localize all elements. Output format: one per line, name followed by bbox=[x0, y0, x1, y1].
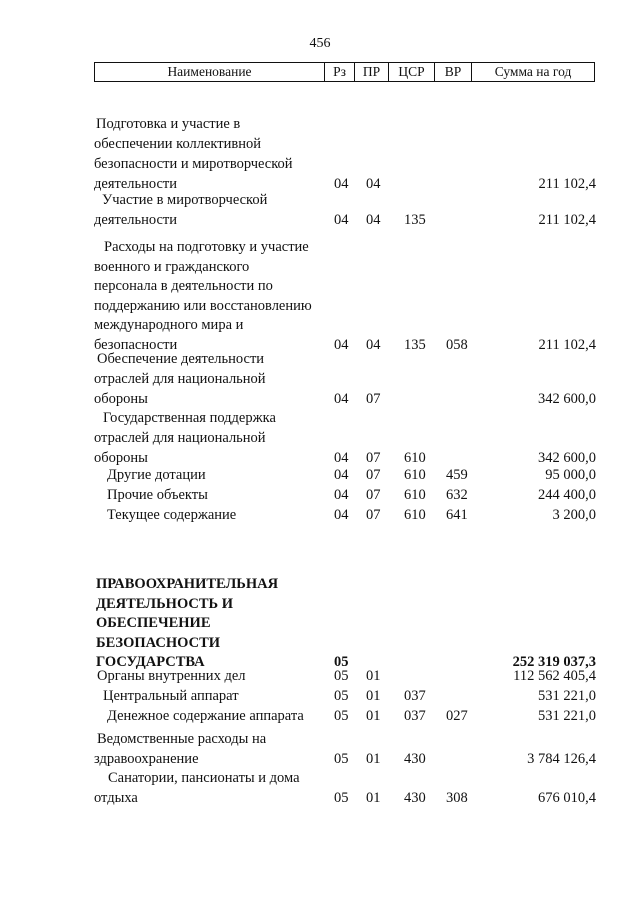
row-rz: 05 bbox=[334, 688, 349, 704]
row-sum: 531 221,0 bbox=[538, 688, 596, 704]
page-number: 456 bbox=[309, 36, 331, 51]
row-name-line: обороны bbox=[94, 450, 148, 466]
row-csr: 610 bbox=[404, 487, 426, 503]
row-name-line: Расходы на подготовку и участие bbox=[104, 239, 309, 255]
row-pr: 01 bbox=[366, 688, 381, 704]
row-vr: 308 bbox=[446, 790, 468, 806]
row-name-line: Текущее содержание bbox=[107, 507, 237, 523]
header-rz: Рз bbox=[324, 63, 354, 81]
row-name-line: БЕЗОПАСНОСТИ bbox=[96, 635, 221, 651]
row-rz: 04 bbox=[334, 212, 349, 228]
row-sum: 3 200,0 bbox=[552, 507, 596, 523]
row-sum: 342 600,0 bbox=[538, 450, 596, 466]
row-rz: 05 bbox=[334, 668, 349, 684]
row-sum: 676 010,4 bbox=[538, 790, 596, 806]
row-sum: 211 102,4 bbox=[538, 212, 596, 228]
row-name-line: поддержанию или восстановлению bbox=[94, 298, 312, 314]
row-sum: 342 600,0 bbox=[538, 391, 596, 407]
row-csr: 037 bbox=[404, 708, 426, 724]
row-name-line: Подготовка и участие в bbox=[96, 116, 241, 132]
row-pr: 01 bbox=[366, 790, 381, 806]
row-name-line: обороны bbox=[94, 391, 148, 407]
row-name-line: Другие дотации bbox=[107, 467, 206, 483]
row-sum: 211 102,4 bbox=[538, 337, 596, 353]
row-name-line: отдыха bbox=[94, 790, 138, 806]
row-rz: 04 bbox=[334, 487, 349, 503]
row-name-line: Центральный аппарат bbox=[103, 688, 239, 704]
row-sum: 252 319 037,3 bbox=[512, 654, 596, 670]
row-rz: 04 bbox=[334, 337, 349, 353]
row-name-line: деятельности bbox=[94, 176, 178, 192]
row-name-line: обеспечении коллективной bbox=[94, 136, 261, 152]
row-pr: 04 bbox=[366, 212, 381, 228]
row-pr: 07 bbox=[366, 507, 381, 523]
row-rz: 05 bbox=[334, 654, 349, 670]
row-sum: 244 400,0 bbox=[538, 487, 596, 503]
row-name-line: отраслей для национальной bbox=[94, 371, 266, 387]
row-rz: 04 bbox=[334, 176, 349, 192]
row-name-line: Государственная поддержка bbox=[103, 410, 276, 426]
row-name-line: безопасности и миротворческой bbox=[94, 156, 293, 172]
row-name-line: Санатории, пансионаты и дома bbox=[108, 770, 300, 786]
row-sum: 112 562 405,4 bbox=[513, 668, 596, 684]
row-rz: 05 bbox=[334, 790, 349, 806]
row-rz: 04 bbox=[334, 507, 349, 523]
row-rz: 04 bbox=[334, 391, 349, 407]
row-vr: 459 bbox=[446, 467, 468, 483]
row-name-line: деятельности bbox=[94, 212, 178, 228]
row-name-line: отраслей для национальной bbox=[94, 430, 266, 446]
row-name-line: безопасности bbox=[94, 337, 178, 353]
row-pr: 04 bbox=[366, 337, 381, 353]
row-pr: 01 bbox=[366, 668, 381, 684]
row-name-line: Ведомственные расходы на bbox=[97, 731, 267, 747]
row-pr: 01 bbox=[366, 708, 381, 724]
row-csr: 135 bbox=[404, 212, 426, 228]
row-name-line: Участие в миротворческой bbox=[102, 192, 268, 208]
row-rz: 04 bbox=[334, 467, 349, 483]
row-name-line: Денежное содержание аппарата bbox=[107, 708, 304, 724]
row-name-line: ГОСУДАРСТВА bbox=[96, 654, 205, 670]
table-header bbox=[94, 62, 595, 82]
header-vr: ВР bbox=[434, 63, 471, 81]
row-name-line: Прочие объекты bbox=[107, 487, 208, 503]
row-name-line: ПРАВООХРАНИТЕЛЬНАЯ bbox=[96, 576, 279, 592]
row-name-line: здравоохранение bbox=[94, 751, 199, 767]
row-rz: 05 bbox=[334, 708, 349, 724]
row-pr: 07 bbox=[366, 391, 381, 407]
header-sum: Сумма на год bbox=[471, 63, 594, 81]
row-pr: 07 bbox=[366, 467, 381, 483]
row-pr: 04 bbox=[366, 176, 381, 192]
row-csr: 135 bbox=[404, 337, 426, 353]
row-name-line: Обеспечение деятельности bbox=[97, 351, 265, 367]
row-name-line: военного и гражданского bbox=[94, 259, 250, 275]
row-sum: 95 000,0 bbox=[545, 467, 596, 483]
row-csr: 610 bbox=[404, 450, 426, 466]
header-pr: ПР bbox=[354, 63, 388, 81]
row-rz: 04 bbox=[334, 450, 349, 466]
row-sum: 3 784 126,4 bbox=[527, 751, 596, 767]
row-vr: 058 bbox=[446, 337, 468, 353]
row-name-line: ДЕЯТЕЛЬНОСТЬ И bbox=[96, 596, 234, 612]
header-name: Наименование bbox=[167, 64, 252, 79]
row-csr: 610 bbox=[404, 507, 426, 523]
row-vr: 632 bbox=[446, 487, 468, 503]
row-pr: 01 bbox=[366, 751, 381, 767]
row-name-line: персонала в деятельности по bbox=[94, 278, 273, 294]
row-pr: 07 bbox=[366, 487, 381, 503]
row-vr: 027 bbox=[446, 708, 468, 724]
row-csr: 037 bbox=[404, 688, 426, 704]
row-sum: 531 221,0 bbox=[538, 708, 596, 724]
row-csr: 430 bbox=[404, 790, 426, 806]
row-csr: 430 bbox=[404, 751, 426, 767]
row-name-line: ОБЕСПЕЧЕНИЕ bbox=[96, 615, 211, 631]
row-name-line: Органы внутренних дел bbox=[97, 668, 246, 684]
row-name-line: международного мира и bbox=[94, 317, 244, 333]
row-sum: 211 102,4 bbox=[538, 176, 596, 192]
header-csr: ЦСР bbox=[388, 63, 434, 81]
row-pr: 07 bbox=[366, 450, 381, 466]
row-rz: 05 bbox=[334, 751, 349, 767]
row-vr: 641 bbox=[446, 507, 468, 523]
row-csr: 610 bbox=[404, 467, 426, 483]
